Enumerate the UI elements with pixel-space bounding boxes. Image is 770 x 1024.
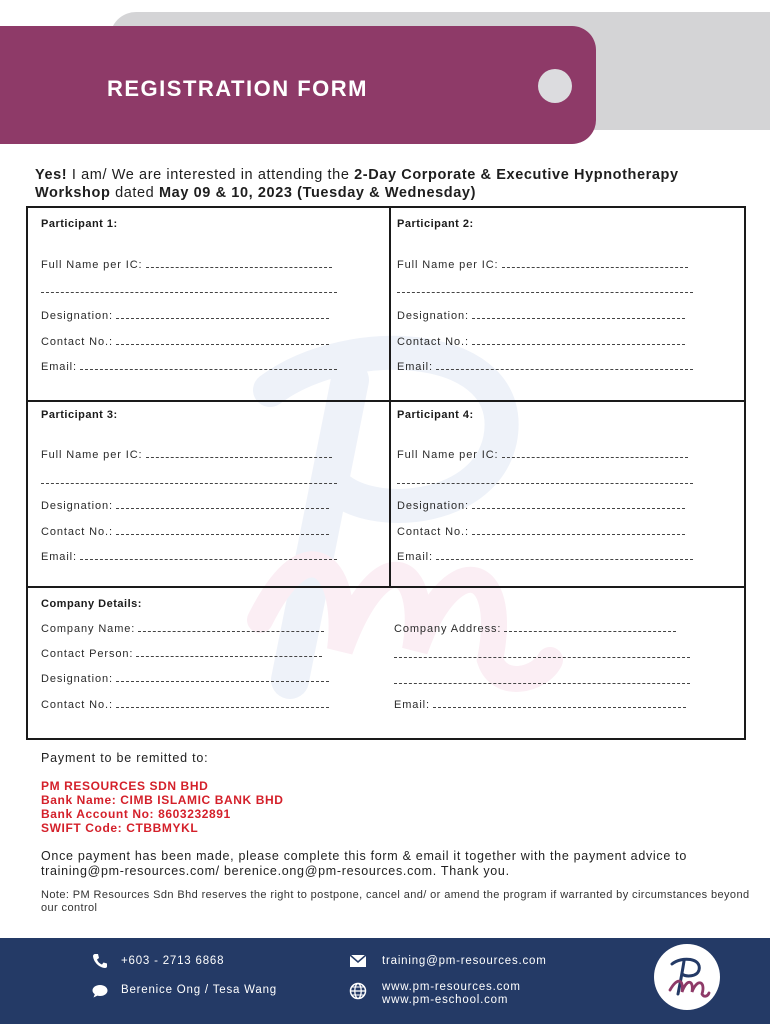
full-name-field[interactable] xyxy=(41,449,332,461)
header-dot xyxy=(538,69,572,103)
full-name-label: Full Name per IC: xyxy=(397,259,499,271)
company-contact-field[interactable] xyxy=(41,699,329,711)
participant-title: Participant 4: xyxy=(397,409,474,421)
contact-label: Contact No.: xyxy=(397,526,469,538)
company-address-line-2[interactable] xyxy=(394,657,690,658)
footer-contacts: Berenice Ong / Tesa Wang xyxy=(121,984,277,996)
swift-code: SWIFT Code: CTBBMYKL xyxy=(41,821,199,835)
company-designation-label: Designation: xyxy=(41,673,113,685)
company-designation-field[interactable] xyxy=(41,673,329,685)
footer-phone[interactable]: +603 - 2713 6868 xyxy=(121,955,225,967)
intro-workshop: 2-Day Corporate & Executive Hypnotherapy Workshop xyxy=(35,167,679,201)
designation-field[interactable] xyxy=(397,310,685,322)
company-email-field[interactable] xyxy=(394,699,686,711)
email-label: Email: xyxy=(397,551,433,563)
contact-label: Contact No.: xyxy=(41,526,113,538)
column-divider xyxy=(389,208,391,588)
full-name-label: Full Name per IC: xyxy=(41,449,143,461)
designation-label: Designation: xyxy=(41,500,113,512)
company-contact-label: Contact No.: xyxy=(41,699,113,711)
designation-field[interactable] xyxy=(397,500,685,512)
intro-text xyxy=(35,166,735,202)
designation-field[interactable] xyxy=(41,310,329,322)
bank-account: Bank Account No: 8603232891 xyxy=(41,807,231,821)
full-name-line-2[interactable] xyxy=(397,483,693,484)
contact-field[interactable] xyxy=(41,526,329,538)
contact-field[interactable] xyxy=(41,336,329,348)
contact-field[interactable] xyxy=(397,336,685,348)
intro-yes: Yes! xyxy=(35,167,68,183)
payment-lead: Payment to be remitted to: xyxy=(41,751,209,765)
company-name-label: Company Name: xyxy=(41,623,136,635)
contact-field[interactable] xyxy=(397,526,685,538)
email-label: Email: xyxy=(41,551,77,563)
full-name-label: Full Name per IC: xyxy=(397,449,499,461)
phone-icon xyxy=(91,952,109,970)
company-details-title: Company Details: xyxy=(41,598,142,610)
participant-4-section xyxy=(397,409,737,589)
email-field[interactable] xyxy=(397,361,693,373)
bank-company: PM RESOURCES SDN BHD xyxy=(41,779,209,793)
company-email-label: Email: xyxy=(394,699,430,711)
contact-person-label: Contact Person: xyxy=(41,648,134,660)
contact-label: Contact No.: xyxy=(41,336,113,348)
pm-logo xyxy=(654,944,720,1010)
participant-1-section xyxy=(41,218,381,398)
email-field[interactable] xyxy=(41,551,337,563)
pm-logo-mark xyxy=(654,944,720,1010)
designation-label: Designation: xyxy=(397,500,469,512)
bank-name: Bank Name: CIMB ISLAMIC BANK BHD xyxy=(41,793,284,807)
form-title: REGISTRATION FORM xyxy=(107,76,368,101)
footer-email[interactable]: training@pm-resources.com xyxy=(382,955,547,967)
footer-website-2[interactable]: www.pm-eschool.com xyxy=(382,994,509,1006)
full-name-line-2[interactable] xyxy=(397,292,693,293)
designation-label: Designation: xyxy=(41,310,113,322)
company-details-section xyxy=(41,598,731,738)
full-name-field[interactable] xyxy=(41,259,332,271)
email-field[interactable] xyxy=(397,551,693,563)
footer-websites xyxy=(382,981,521,1007)
full-name-line-2[interactable] xyxy=(41,483,337,484)
email-icon xyxy=(349,952,367,970)
row-divider xyxy=(28,400,744,402)
designation-field[interactable] xyxy=(41,500,329,512)
email-label: Email: xyxy=(397,361,433,373)
intro-text2: dated xyxy=(110,185,159,201)
bank-details xyxy=(41,779,284,835)
globe-icon xyxy=(349,982,367,1000)
company-address-field[interactable] xyxy=(394,623,676,635)
email-label: Email: xyxy=(41,361,77,373)
contact-person-field[interactable] xyxy=(41,648,322,660)
participant-3-section xyxy=(41,409,381,589)
participant-title: Participant 2: xyxy=(397,218,474,230)
email-field[interactable] xyxy=(41,361,337,373)
company-name-field[interactable] xyxy=(41,623,324,635)
participant-2-section xyxy=(397,218,737,398)
full-name-label: Full Name per IC: xyxy=(41,259,143,271)
intro-dates: May 09 & 10, 2023 (Tuesday & Wednesday) xyxy=(158,185,477,201)
full-name-line-2[interactable] xyxy=(41,292,337,293)
company-address-line-3[interactable] xyxy=(394,683,690,684)
chat-icon xyxy=(91,982,109,1000)
designation-label: Designation: xyxy=(397,310,469,322)
disclaimer-note: Note: PM Resources Sdn Bhd reserves the right to postpone, cancel and/ or amend the program if warranted by circumstances beyond our control xyxy=(41,889,750,914)
full-name-field[interactable] xyxy=(397,449,688,461)
registration-form-table xyxy=(26,206,746,740)
contact-label: Contact No.: xyxy=(397,336,469,348)
company-address-label: Company Address: xyxy=(394,623,502,635)
full-name-field[interactable] xyxy=(397,259,688,271)
participant-title: Participant 3: xyxy=(41,409,118,421)
participant-title: Participant 1: xyxy=(41,218,118,230)
footer-website-1[interactable]: www.pm-resources.com xyxy=(382,981,521,993)
intro-text1: I am/ We are interested in attending the xyxy=(67,167,355,183)
payment-advice: Once payment has been made, please complete this form & email it together with the payment advice to training@pm-resources.com/ berenice.ong@pm-resources.com. Thank you. xyxy=(41,849,688,878)
